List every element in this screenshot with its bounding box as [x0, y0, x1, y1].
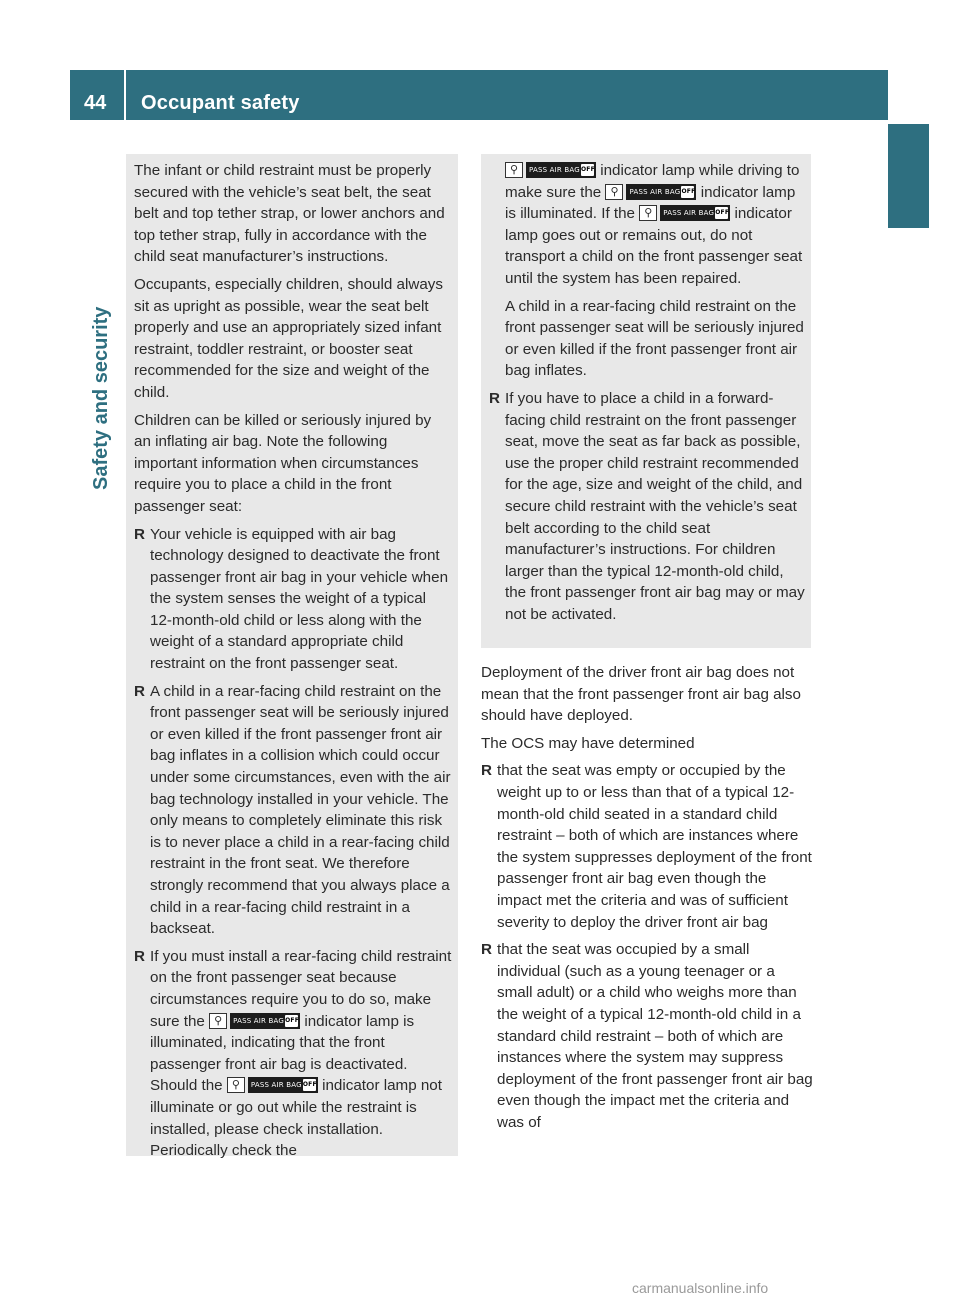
paragraph: Occupants, especially children, should always sit as upright as possible, wear the seat belt properly and use an appropriately sized infant restraint, toddler restraint, or booster seat recommended for the size and weight of the child.	[134, 275, 443, 401]
footer-watermark: carmanualsonline.info	[632, 1280, 769, 1296]
bullet-icon: R	[134, 682, 145, 700]
list-item	[134, 681, 452, 940]
bullet-icon: R	[481, 762, 492, 780]
child-seat-icon: ⚲	[639, 205, 657, 221]
paragraph: The infant or child restraint must be properly secured with the vehicle’s seat belt, the seat belt and top tether strap, or lower anchors and top tether strap, fully in accordance with the child seat manufacturer’s instructions.	[134, 162, 445, 266]
list-item-text: indicator lamp not illuminate or go out while the restraint is installed, please check installation. Periodically check the	[150, 1077, 442, 1160]
paragraph: Deployment of the driver front air bag does not mean that the front passenger front air bag also should have deployed.	[481, 664, 801, 725]
right-column-body-text	[481, 662, 813, 1139]
paragraph: Children can be killed or seriously injured by an inflating air bag. Note the following important information when circumstances require you to place a child in the front passenger seat:	[134, 411, 432, 515]
list-item	[481, 760, 813, 933]
list-item-text: Your vehicle is equipped with air bag technology designed to deactivate the front passenger front air bag in your vehicle when the system senses the weight of a typical 12-month-old child or less along with the weight of a standard appropriate child restraint on the front passenger seat.	[150, 525, 449, 673]
pass-air-bag-label: PASS AIR BAG OFF	[526, 162, 596, 178]
list-item-continued	[489, 160, 805, 290]
pass-air-bag-label: PASS AIR BAG OFF	[248, 1077, 318, 1093]
child-seat-icon: ⚲	[605, 184, 623, 200]
list-item	[481, 939, 813, 1133]
bullet-icon: R	[489, 389, 500, 407]
pass-air-bag-label: PASS AIR BAG OFF	[626, 184, 696, 200]
list-item-text: A child in a rear-facing child restraint on the front passenger seat will be seriously injured or even killed if the front passenger front air bag inflates in a collision which could occur under some circumstances, even with the air bag technology installed in your vehicle. The only means to completely eliminate this risk is to never place a child in a rear-facing child restraint in the front seat. We therefore strongly recommend that you always place a child in a rear-facing child restraint in a backseat.	[150, 682, 451, 938]
pass-air-bag-off-indicator-icon	[209, 1013, 300, 1029]
list-item-text: indicator lamp while driving to make sure the	[505, 162, 800, 201]
pass-air-bag-label: PASS AIR BAG OFF	[230, 1013, 300, 1029]
left-column	[134, 160, 452, 1168]
right-column-panel-text	[489, 160, 805, 631]
page-number: 44	[84, 92, 107, 114]
pass-air-bag-off-indicator-icon	[505, 162, 596, 178]
list-item-text: indicator lamp is illuminated. If the	[505, 183, 796, 223]
list-item-text: that the seat was empty or occupied by the weight up to or less than that of a typical 12-month-old child seated in a standard child restraint – both of which are instances where the system suppresses deployment of the front passenger front air bag even though the impact met the criteria and was of sufficient severity to deploy the driver front air bag	[497, 762, 812, 931]
page-header	[70, 70, 888, 120]
pass-air-bag-off-indicator-icon	[227, 1077, 318, 1093]
section-side-label: Safety and security	[90, 306, 112, 490]
page-title: Occupant safety	[141, 92, 300, 114]
pass-air-bag-off-indicator-icon	[639, 205, 730, 221]
pass-air-bag-label: PASS AIR BAG OFF	[660, 205, 730, 221]
child-seat-icon: ⚲	[227, 1077, 245, 1093]
list-item-continued	[489, 296, 805, 382]
list-item	[134, 524, 452, 675]
paragraph: The OCS may have determined	[481, 734, 695, 752]
list-item	[489, 388, 805, 626]
list-item-text: that the seat was occupied by a small individual (such as a young teenager or a small adult) or a child who weighs more than the weight of a typical 12-month-old child in a standard child restraint – both of which are instances where the system may suppress deployment of the front passenger front air bag even though the impact met the criteria and was of	[497, 941, 813, 1131]
list-item-text: A child in a rear-facing child restraint on the front passenger seat will be seriously injured or even killed if the front passenger front air bag inflates.	[505, 297, 804, 380]
child-seat-icon: ⚲	[505, 162, 523, 178]
bullet-icon: R	[481, 941, 492, 959]
child-seat-icon: ⚲	[209, 1013, 227, 1029]
bullet-icon: R	[134, 525, 145, 543]
list-item-text: If you have to place a child in a forward-facing child restraint on the front passenger seat, move the seat as far back as possible, use the proper child restraint recommended for the age, size and weight of the child, and secure child restraint with the vehicle’s seat belt according to the child seat manufacturer’s instructions. For children larger than the typical 12-month-old child, the front passenger front air bag may or may not be activated.	[505, 389, 805, 623]
list-item-text: indicator lamp is illuminated, indicating that the front passenger front air bag is deactivated. Should the	[150, 1012, 415, 1095]
list-item	[134, 946, 452, 1162]
pass-air-bag-off-indicator-icon	[605, 184, 696, 200]
bullet-icon: R	[134, 947, 145, 965]
list-item-text: If you must install a rear-facing child restraint on the front passenger seat because circumstances require you to do so, make sure the	[150, 947, 452, 1030]
list-item-text: indicator lamp goes out or remains out, do not transport a child on the front passenger seat until the system has been repaired.	[505, 205, 803, 287]
side-tab-marker	[888, 124, 929, 228]
